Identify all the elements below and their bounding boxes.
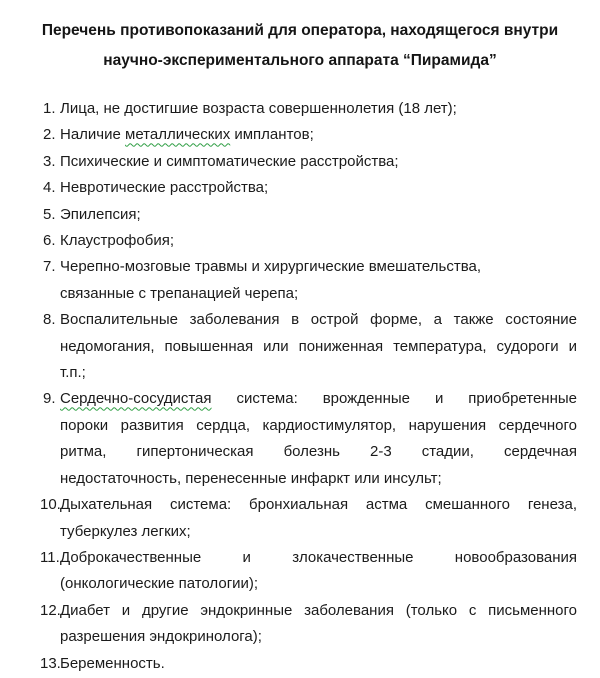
list-item-text: разрешения эндокринолога);	[60, 628, 262, 646]
list-item	[0, 545, 600, 598]
list-item-text: недостаточность, перенесенные инфаркт или инсульт;	[60, 469, 442, 487]
list-item-text: Беременность.	[60, 654, 165, 672]
list-item	[0, 307, 600, 386]
list-item-text: Психические и симптоматические расстройства;	[60, 152, 399, 170]
list-item-text: Клаустрофобия;	[60, 232, 174, 250]
list-item-number: 3.	[43, 152, 56, 170]
list-item	[0, 228, 600, 254]
document-title	[0, 0, 600, 76]
list-item-line	[60, 651, 577, 677]
list-item	[0, 202, 600, 228]
list-item-line	[60, 96, 577, 122]
list-item-number: 9.	[43, 390, 56, 408]
document-title-line-2: научно-экспериментального аппарата “Пирамида”	[103, 52, 497, 69]
list-item-text: Наличие	[60, 126, 126, 144]
list-item-line	[60, 175, 577, 201]
list-item-text: Воспалительные заболевания в острой форме, а также состояние	[60, 311, 577, 329]
list-item-number: 11.	[40, 548, 60, 566]
list-item-number: 6.	[43, 232, 56, 250]
list-item-number: 13.	[40, 654, 61, 672]
list-item-text: т.п.;	[60, 364, 86, 382]
spellcheck-underlined-word: металлических	[125, 126, 231, 144]
list-item-line	[60, 545, 577, 571]
list-item-line	[60, 624, 577, 650]
list-item-text: Дыхательная система: бронхиальная астма смешанного генеза,	[60, 496, 577, 514]
spellcheck-underlined-word: Сердечно-сосудистая	[60, 390, 212, 408]
list-item-number: 10.	[40, 496, 61, 514]
list-item	[0, 149, 600, 175]
list-item	[0, 386, 600, 492]
list-item-line	[60, 149, 577, 175]
list-item-number: 1.	[43, 100, 56, 117]
list-item-line	[60, 386, 577, 412]
list-item	[0, 492, 600, 545]
list-item-line	[60, 307, 577, 333]
list-item-number: 8.	[43, 311, 56, 329]
list-item-number: 2.	[43, 126, 56, 144]
list-item-line	[60, 202, 577, 228]
list-item-line	[60, 122, 577, 148]
list-item-line	[60, 281, 577, 307]
list-item-text: Невротические расстройства;	[60, 179, 269, 197]
list-item-text: Диабет и другие эндокринные заболевания (только с письменного	[60, 601, 577, 619]
list-item-line	[60, 228, 577, 254]
list-item-line	[60, 254, 577, 280]
list-item-line	[60, 519, 577, 545]
list-item-line	[60, 334, 577, 360]
list-item-line	[60, 413, 577, 439]
list-item-text: Эпилепсия;	[60, 205, 141, 223]
list-item-line	[60, 360, 577, 386]
list-item-text: ритма, гипертоническая болезнь 2-3 стадии, сердечная	[60, 443, 577, 461]
list-item-line	[60, 466, 577, 492]
list-item	[0, 175, 600, 201]
list-item-text: Лица, не достигшие возраста совершеннолетия (18 лет);	[60, 100, 457, 117]
list-item-line	[60, 492, 577, 518]
list-item	[0, 122, 600, 148]
list-item	[0, 598, 600, 651]
list-item-text: недомогания, повышенная или пониженная температура, судороги и	[60, 337, 577, 355]
list-item-line	[60, 439, 577, 465]
list-item-number: 5.	[43, 205, 56, 223]
list-item-text: пороки развития сердца, кардиостимулятор, нарушения сердечного	[60, 416, 577, 434]
list-item	[0, 651, 600, 677]
list-item	[0, 96, 600, 122]
list-item-line	[60, 598, 577, 624]
list-item-number: 7.	[43, 258, 56, 276]
list-item-text: Черепно-мозговые травмы и хирургические вмешательства,	[60, 258, 482, 276]
list-item	[0, 254, 600, 307]
list-item-text: туберкулез легких;	[60, 522, 191, 540]
list-item-text: имплантов;	[230, 126, 314, 144]
contraindications-list	[0, 96, 600, 677]
list-item-text: (онкологические патологии);	[60, 575, 259, 593]
list-item-number: 12.	[40, 601, 61, 619]
list-item-text: связанные с трепанацией черепа;	[60, 284, 299, 302]
document-title-line-1: Перечень противопоказаний для оператора, находящегося внутри	[41, 22, 559, 39]
list-item-text: Доброкачественные и злокачественные новообразования	[60, 548, 577, 566]
list-item-number: 4.	[43, 179, 56, 197]
list-item-line	[60, 571, 577, 597]
list-item-text: система: врожденные и приобретенные	[211, 390, 577, 408]
